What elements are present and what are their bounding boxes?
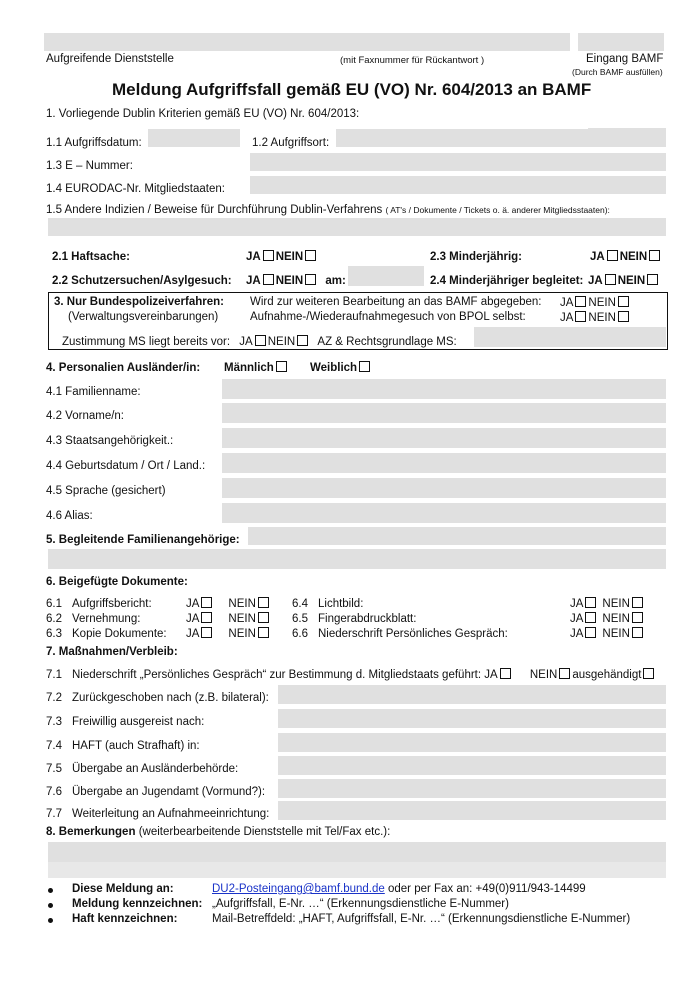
- personalien-field-6[interactable]: [222, 503, 666, 523]
- bamf-abgabe-ja-checkbox[interactable]: [575, 296, 586, 307]
- haftsache-ja-label: JA: [246, 251, 261, 263]
- dokument-ja-checkbox[interactable]: [201, 627, 212, 638]
- personalien-label-5: 4.5 Sprache (gesichert): [46, 485, 166, 497]
- section-7-heading: 7. Maßnahmen/Verbleib:: [46, 646, 178, 658]
- massnahme-row-7.3: [46, 716, 204, 728]
- niederschrift-nein-label: NEIN: [529, 669, 558, 681]
- maennlich-label: Männlich: [224, 362, 274, 374]
- section-4-heading: 4. Personalien Ausländer/in:: [46, 362, 201, 374]
- header-eingang-label: Eingang BAMF: [586, 53, 664, 65]
- massnahme-number: 7.6: [46, 786, 62, 798]
- bpol-gesuch-question: Aufnahme-/Wiederaufnahmegesuch von BPOL selbst:: [250, 311, 526, 323]
- dokument-label: Fingerabdruckblatt:: [318, 613, 417, 625]
- dokument-number: 6.3: [46, 628, 62, 640]
- bpol-gesuch-nein-checkbox[interactable]: [618, 311, 629, 322]
- section-1-heading: 1. Vorliegende Dublin Kriterien gemäß EU (VO) Nr. 604/2013:: [46, 108, 360, 120]
- dokument-row-6.4: [292, 597, 645, 610]
- section-8-heading: [46, 826, 390, 838]
- dokument-nein-label: NEIN: [228, 598, 256, 610]
- niederschrift-nein-checkbox[interactable]: [559, 668, 570, 679]
- eingang-bamf-field[interactable]: [578, 33, 664, 51]
- dokument-number: 6.4: [292, 598, 308, 610]
- personalien-field-3[interactable]: [222, 428, 666, 448]
- massnahme-number: 7.5: [46, 763, 62, 775]
- begleitet-options: [588, 274, 660, 287]
- footer-bullet-2: [48, 903, 53, 908]
- footer-bullet-1: [48, 888, 53, 893]
- begleitet-nein-checkbox[interactable]: [647, 274, 658, 285]
- dokument-label: Niederschrift Persönliches Gespräch:: [318, 628, 508, 640]
- minderjaehrig-ja-label: JA: [590, 251, 605, 263]
- massnahme-field-7.3[interactable]: [278, 709, 666, 728]
- massnahme-field-7.4[interactable]: [278, 733, 666, 752]
- massnahme-field-7.6[interactable]: [278, 779, 666, 798]
- aufgriffsdatum-label: 1.1 Aufgriffsdatum:: [46, 137, 142, 149]
- begleitet-ja-label: JA: [588, 275, 603, 287]
- haftsache-label: 2.1 Haftsache:: [52, 251, 130, 263]
- dokument-nein-checkbox[interactable]: [632, 612, 643, 623]
- minderjaehrig-nein-checkbox[interactable]: [649, 250, 660, 261]
- dokument-ja-label: JA: [570, 628, 584, 640]
- bemerkungen-field-1[interactable]: [48, 842, 666, 862]
- schutzersuchen-nein-checkbox[interactable]: [305, 274, 316, 285]
- schutzersuchen-nein-label: NEIN: [275, 275, 304, 287]
- bpol-gesuch-ja-checkbox[interactable]: [575, 311, 586, 322]
- zustimmung-ja-checkbox[interactable]: [255, 335, 266, 346]
- personalien-label-6: 4.6 Alias:: [46, 510, 93, 522]
- bpol-gesuch-options: [560, 311, 631, 324]
- header-dienststelle-label: Aufgreifende Dienststelle: [46, 53, 174, 65]
- dokument-ja-checkbox[interactable]: [201, 612, 212, 623]
- niederschrift-number: 7.1: [46, 669, 62, 681]
- ausgehaendigt-label: ausgehändigt: [572, 669, 642, 681]
- footer-kennzeichnen-label: Meldung kennzeichnen:: [72, 898, 203, 910]
- schutzersuchen-date-field[interactable]: [348, 266, 424, 286]
- bpol-gesuch-nein-label: NEIN: [588, 312, 616, 324]
- dokument-ja-label: JA: [570, 598, 584, 610]
- massnahme-number: 7.3: [46, 716, 62, 728]
- dokument-ja-checkbox[interactable]: [585, 597, 596, 608]
- footer-contact: [212, 883, 586, 895]
- schutzersuchen-label: 2.2 Schutzersuchen/Asylgesuch:: [52, 275, 232, 287]
- schutzersuchen-am-label: am:: [325, 275, 346, 287]
- dokument-ja-label: JA: [186, 598, 200, 610]
- dokument-label: Aufgriffsbericht:: [72, 598, 152, 610]
- eurodac-field[interactable]: [250, 176, 666, 194]
- begleitet-nein-label: NEIN: [617, 275, 646, 287]
- begleitet-ja-checkbox[interactable]: [605, 274, 616, 285]
- haftsache-nein-checkbox[interactable]: [305, 250, 316, 261]
- bamf-abgabe-nein-checkbox[interactable]: [618, 296, 629, 307]
- section-8-title: 8. Bemerkungen: [46, 826, 136, 838]
- personalien-field-4[interactable]: [222, 453, 666, 473]
- massnahme-field-7.7[interactable]: [278, 801, 666, 820]
- dokument-ja-checkbox[interactable]: [201, 597, 212, 608]
- section-8-subtitle: (weiterbearbeitende Dienststelle mit Tel/Fax etc.):: [138, 826, 391, 838]
- zustimmung-row: [62, 335, 457, 348]
- minderjaehrig-nein-label: NEIN: [619, 251, 648, 263]
- massnahme-row-7.5: [46, 763, 238, 775]
- massnahme-number: 7.7: [46, 808, 62, 820]
- schutzersuchen-ja-label: JA: [246, 275, 261, 287]
- bemerkungen-field-2[interactable]: [48, 862, 666, 878]
- bamf-abgabe-options: [560, 296, 631, 309]
- weiblich-label: Weiblich: [310, 362, 358, 374]
- dokument-nein-checkbox[interactable]: [258, 612, 269, 623]
- zustimmung-nein-label: NEIN: [267, 336, 296, 348]
- dokument-number: 6.2: [46, 613, 62, 625]
- dokument-row-6.1: [46, 597, 271, 610]
- personalien-field-2[interactable]: [222, 403, 666, 423]
- dokument-row-6.2: [46, 612, 271, 625]
- dokument-ja-label: JA: [186, 628, 200, 640]
- personalien-field-5[interactable]: [222, 478, 666, 498]
- dokument-number: 6.1: [46, 598, 62, 610]
- footer-kennzeichnen-value: „Aufgriffsfall, E-Nr. …“ (Erkennungsdienstliche E-Nummer): [212, 898, 509, 910]
- dokument-ja-checkbox[interactable]: [585, 627, 596, 638]
- bpol-gesuch-ja-label: JA: [560, 312, 574, 324]
- dokument-ja-label: JA: [570, 613, 584, 625]
- az-label: AZ & Rechtsgrundlage MS:: [317, 336, 457, 348]
- bundespolizei-title: 3. Nur Bundespolizeiverfahren:: [54, 296, 224, 308]
- bamf-abgabe-question: Wird zur weiteren Bearbeitung an das BAMF abgegeben:: [250, 296, 542, 308]
- indizien-label: [46, 204, 610, 216]
- dokument-label: Lichtbild:: [318, 598, 364, 610]
- massnahme-label: Übergabe an Ausländerbehörde:: [72, 763, 239, 775]
- massnahme-row-7.7: [46, 808, 269, 820]
- familienangehoerige-field-1[interactable]: [248, 527, 666, 545]
- e-nummer-field[interactable]: [250, 153, 666, 171]
- maennlich-option: [224, 361, 289, 374]
- massnahme-field-7.5[interactable]: [278, 756, 666, 775]
- dokument-label: Vernehmung:: [72, 613, 141, 625]
- dokument-number: 6.6: [292, 628, 308, 640]
- maennlich-checkbox[interactable]: [276, 361, 287, 372]
- indizien-field[interactable]: [48, 218, 666, 236]
- haftsache-nein-label: NEIN: [275, 251, 304, 263]
- massnahme-field-7.2[interactable]: [278, 685, 666, 704]
- zustimmung-nein-checkbox[interactable]: [297, 335, 308, 346]
- dokument-nein-label: NEIN: [602, 613, 630, 625]
- personalien-field-1[interactable]: [222, 379, 666, 399]
- header-eingang-note: (Durch BAMF ausfüllen): [572, 67, 663, 77]
- indizien-text: 1.5 Andere Indizien / Beweise für Durchführung Dublin-Verfahrens: [46, 204, 383, 216]
- schutzersuchen-ja-checkbox[interactable]: [263, 274, 274, 285]
- dokument-ja-checkbox[interactable]: [585, 612, 596, 623]
- section-6-heading: 6. Beigefügte Dokumente:: [46, 576, 188, 588]
- dokument-label: Kopie Dokumente:: [72, 628, 167, 640]
- haftsache-ja-checkbox[interactable]: [263, 250, 274, 261]
- weiblich-checkbox[interactable]: [359, 361, 370, 372]
- personalien-label-1: 4.1 Familienname:: [46, 386, 141, 398]
- massnahme-label: Weiterleitung an Aufnahmeeinrichtung:: [72, 808, 270, 820]
- niederschrift-row: [46, 668, 656, 681]
- page-title: Meldung Aufgriffsfall gemäß EU (VO) Nr. 604/2013 an BAMF: [112, 80, 592, 99]
- dokument-number: 6.5: [292, 613, 308, 625]
- dokument-row-6.5: [292, 612, 645, 625]
- massnahme-label: Freiwillig ausgereist nach:: [72, 716, 205, 728]
- bamf-abgabe-nein-label: NEIN: [588, 297, 616, 309]
- aufgriffsort-field[interactable]: [336, 129, 666, 147]
- personalien-label-3: 4.3 Staatsangehörigkeit.:: [46, 435, 174, 447]
- bundespolizei-subtitle: (Verwaltungsvereinbarungen): [68, 311, 219, 323]
- niederschrift-label: Niederschrift „Persönliches Gespräch“ zur Bestimmung d. Mitgliedstaats geführt: JA: [72, 669, 498, 681]
- header-fax-note: (mit Faxnummer für Rückantwort ): [340, 55, 485, 66]
- aufgriffsdatum-field[interactable]: [148, 129, 240, 147]
- dokument-nein-checkbox[interactable]: [632, 627, 643, 638]
- bamf-email-link[interactable]: DU2-Posteingang@bamf.bund.de: [212, 883, 385, 895]
- dokument-nein-label: NEIN: [602, 628, 630, 640]
- weiblich-option: [310, 361, 372, 374]
- footer-fax: oder per Fax an: +49(0)911/943-14499: [387, 883, 586, 895]
- az-field[interactable]: [474, 327, 666, 347]
- dokument-nein-checkbox[interactable]: [258, 627, 269, 638]
- personalien-label-4: 4.4 Geburtsdatum / Ort / Land.:: [46, 460, 206, 472]
- massnahme-row-7.6: [46, 786, 265, 798]
- dokument-nein-label: NEIN: [602, 598, 630, 610]
- indizien-note: ( AT's / Dokumente / Tickets o. ä. anderer Mitgliedsstaaten):: [385, 205, 610, 215]
- niederschrift-ja-checkbox[interactable]: [500, 668, 511, 679]
- dokument-nein-checkbox[interactable]: [632, 597, 643, 608]
- begleitet-label: 2.4 Minderjähriger begleitet:: [430, 275, 584, 287]
- minderjaehrig-options: [590, 250, 662, 263]
- e-nummer-label: 1.3 E – Nummer:: [46, 160, 133, 172]
- dokument-row-6.3: [46, 627, 271, 640]
- zustimmung-label: Zustimmung MS liegt bereits vor:: [62, 336, 231, 348]
- dokument-row-6.6: [292, 627, 645, 640]
- section-5-heading: 5. Begleitende Familienangehörige:: [46, 534, 240, 546]
- personalien-label-2: 4.2 Vorname/n:: [46, 410, 124, 422]
- aufgriffsort-label: 1.2 Aufgriffsort:: [252, 137, 330, 149]
- schutzersuchen-options: [246, 274, 346, 287]
- dienststelle-field[interactable]: [44, 33, 570, 51]
- minderjaehrig-ja-checkbox[interactable]: [607, 250, 618, 261]
- massnahme-label: HAFT (auch Strafhaft) in:: [72, 740, 200, 752]
- dokument-nein-label: NEIN: [228, 613, 256, 625]
- eurodac-label: 1.4 EURODAC-Nr. Mitgliedstaaten:: [46, 183, 225, 195]
- massnahme-number: 7.4: [46, 740, 62, 752]
- massnahme-number: 7.2: [46, 692, 62, 704]
- ausgehaendigt-checkbox[interactable]: [643, 668, 654, 679]
- massnahme-row-7.2: [46, 692, 269, 704]
- familienangehoerige-field-2[interactable]: [48, 549, 666, 569]
- footer-meldung-label: Diese Meldung an:: [72, 883, 174, 895]
- bamf-abgabe-ja-label: JA: [560, 297, 574, 309]
- massnahme-label: Übergabe an Jugendamt (Vormund?):: [72, 786, 266, 798]
- dokument-ja-label: JA: [186, 613, 200, 625]
- minderjaehrig-label: 2.3 Minderjährig:: [430, 251, 523, 263]
- dokument-nein-label: NEIN: [228, 628, 256, 640]
- footer-bullet-3: [48, 918, 53, 923]
- dokument-nein-checkbox[interactable]: [258, 597, 269, 608]
- massnahme-label: Zurückgeschoben nach (z.B. bilateral):: [72, 692, 269, 704]
- zustimmung-ja-label: JA: [239, 336, 253, 348]
- haftsache-options: [246, 250, 318, 263]
- footer-haft-value: Mail-Betreffdeld: „HAFT, Aufgriffsfall, E-Nr. …“ (Erkennungsdienstliche E-Nummer): [212, 913, 631, 925]
- massnahme-row-7.4: [46, 740, 200, 752]
- footer-haft-label: Haft kennzeichnen:: [72, 913, 178, 925]
